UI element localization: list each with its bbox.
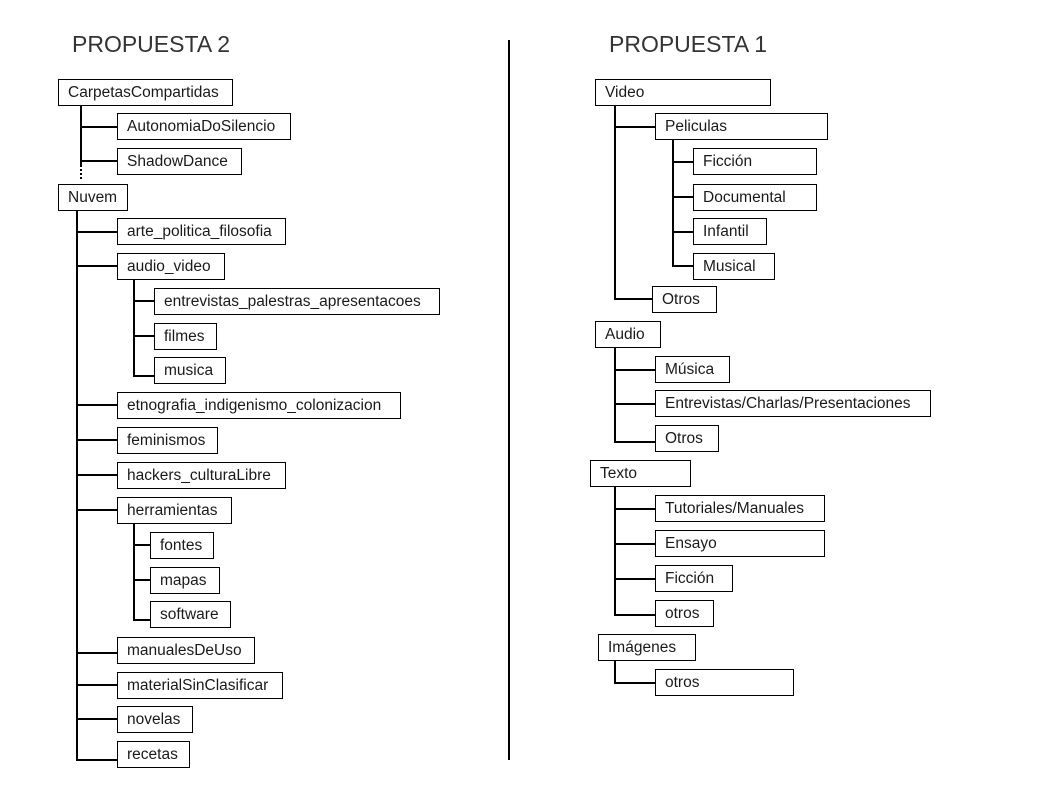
node-otros-imagenes: otros (655, 669, 794, 696)
node-imagenes: Imágenes (598, 634, 696, 661)
connector-imagenes-vertical (614, 660, 616, 684)
node-musical: Musical (693, 253, 775, 280)
node-manuales-de-uso: manualesDeUso (117, 637, 255, 664)
node-hackers-cultura-libre: hackers_culturaLibre (117, 462, 286, 489)
connector-filmes (133, 335, 154, 337)
node-software: software (150, 601, 231, 628)
node-entrevistas-palestras-apresentacoes: entrevistas_palestras_apresentacoes (154, 288, 440, 315)
connector-otros-texto (614, 614, 655, 616)
node-etnografia-indigenismo-colonizacion: etnografia_indigenismo_colonizacion (117, 392, 401, 419)
node-ensayo: Ensayo (655, 530, 825, 557)
connector-autonomia (80, 126, 117, 128)
connector-musical (672, 265, 693, 267)
connector-material (76, 684, 117, 686)
connector-carpetas-vertical (80, 104, 82, 165)
connector-tutoriales (614, 508, 655, 510)
connector-texto-vertical (614, 487, 616, 616)
node-otros-texto: otros (655, 600, 714, 627)
connector-carpetas-dotted (80, 165, 82, 179)
connector-herramientas (76, 509, 117, 511)
node-material-sin-clasificar: materialSinClasificar (117, 672, 283, 699)
node-autonomia-do-silencio: AutonomiaDoSilencio (117, 113, 291, 140)
node-audio-video: audio_video (117, 253, 225, 280)
node-recetas: recetas (117, 741, 190, 768)
node-texto: Texto (590, 460, 691, 487)
node-otros-video: Otros (652, 286, 717, 313)
connector-musica-audio (614, 369, 655, 371)
connector-software (133, 619, 150, 621)
node-feminismos: feminismos (117, 427, 218, 454)
node-infantil: Infantil (693, 218, 767, 245)
connector-shadow (80, 160, 117, 162)
connector-audio-video (76, 265, 117, 267)
connector-mapas (133, 579, 150, 581)
node-musica: musica (154, 357, 226, 384)
node-peliculas: Peliculas (655, 113, 828, 140)
node-novelas: novelas (117, 706, 193, 733)
connector-nuvem-vertical (76, 209, 78, 761)
connector-musica (133, 375, 154, 377)
connector-entrevistas-audio (614, 403, 655, 405)
connector-video-vertical (614, 104, 616, 300)
node-filmes: filmes (154, 323, 217, 350)
title-propuesta-2: PROPUESTA 2 (72, 31, 231, 57)
title-propuesta-1: PROPUESTA 1 (609, 31, 768, 57)
connector-feminismos (76, 439, 117, 441)
connector-ensayo (614, 543, 655, 545)
connector-arte (76, 231, 117, 233)
connector-recetas (76, 759, 117, 761)
connector-hackers (76, 474, 117, 476)
connector-etnografia (76, 404, 117, 406)
node-carpetas-compartidas: CarpetasCompartidas (58, 79, 233, 106)
node-mapas: mapas (150, 567, 220, 594)
connector-infantil (672, 231, 693, 233)
node-shadow-dance: ShadowDance (117, 148, 242, 175)
connector-audio-vertical (614, 347, 616, 443)
connector-audio-video-vertical (133, 279, 135, 377)
connector-peliculas (614, 126, 655, 128)
node-fontes: fontes (150, 532, 214, 559)
node-documental: Documental (693, 184, 817, 211)
node-tutoriales-manuales: Tutoriales/Manuales (655, 495, 825, 522)
node-audio: Audio (595, 321, 661, 348)
node-arte-politica-filosofia: arte_politica_filosofia (117, 218, 286, 245)
connector-otros-imagenes (614, 682, 655, 684)
node-video: Video (595, 79, 771, 106)
node-entrevistas-charlas-presentaciones: Entrevistas/Charlas/Presentaciones (655, 390, 931, 417)
node-herramientas: herramientas (117, 497, 232, 524)
node-otros-audio: Otros (655, 425, 719, 452)
connector-otros-audio (614, 441, 655, 443)
node-nuvem: Nuvem (58, 184, 128, 211)
connector-manuales (76, 652, 117, 654)
connector-novelas (76, 718, 117, 720)
connector-herramientas-vertical (133, 522, 135, 621)
node-ficcion-peliculas: Ficción (693, 148, 817, 175)
connector-ficcion-peliculas (672, 161, 693, 163)
connector-fontes (133, 544, 150, 546)
connector-entrevistas (133, 300, 154, 302)
connector-documental (672, 196, 693, 198)
connector-otros-video (614, 298, 652, 300)
connector-peliculas-vertical (672, 139, 674, 267)
connector-ficcion-texto (614, 578, 655, 580)
node-ficcion-texto: Ficción (655, 565, 733, 592)
center-divider (508, 40, 510, 760)
node-musica-audio: Música (655, 356, 730, 383)
